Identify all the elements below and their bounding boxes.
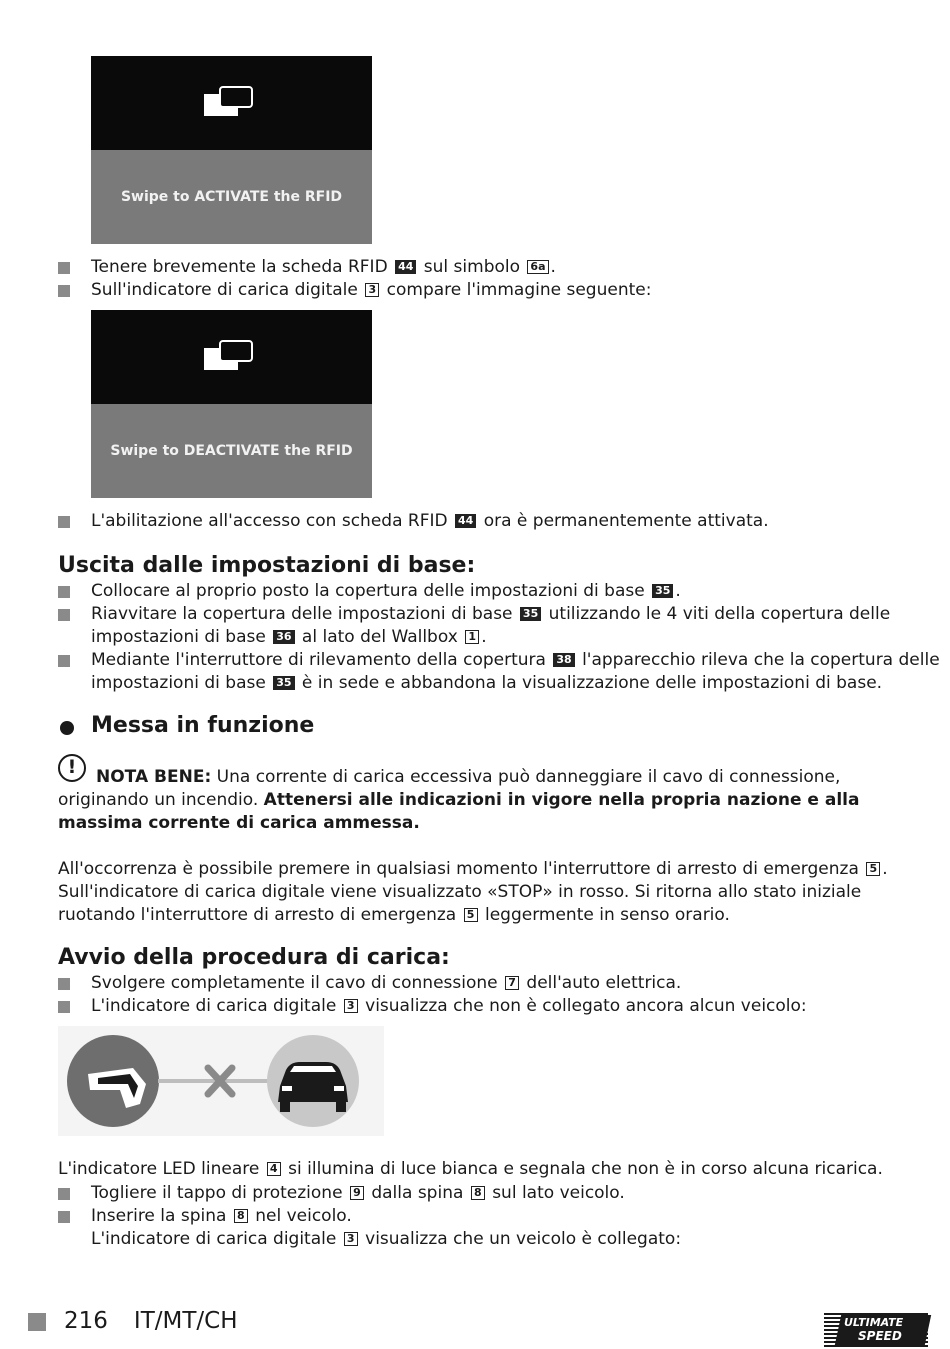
warning-text: NOTA BENE: Una corrente di carica eccessiva può danneggiare il cavo di connessione, xyxy=(96,767,841,787)
section-bullet-dot xyxy=(60,721,74,735)
list-item: L'abilitazione all'accesso con scheda RFID 44 ora è permanentemente attivata. xyxy=(91,511,769,531)
paragraph-line: ruotando l'interruttore di arresto di emergenza 5 leggermente in senso orario. xyxy=(58,905,730,925)
bullet-marker xyxy=(58,609,70,621)
bullet-marker xyxy=(58,516,70,528)
list-item-continuation: impostazioni di base 35 è in sede e abbandona la visualizzazione delle impostazioni di base. xyxy=(91,673,883,693)
paragraph-line: All'occorrenza è possibile premere in qualsiasi momento l'interruttore di arresto di emergenza 5 . xyxy=(58,859,888,879)
display-label: Swipe to DEACTIVATE the RFID xyxy=(91,404,372,498)
bullet-marker xyxy=(58,285,70,297)
display-image-deactivate xyxy=(91,310,372,498)
paragraph-line: Sull'indicatore di carica digitale viene visualizzato «STOP» in rosso. Si ritorna allo stato iniziale xyxy=(58,882,862,902)
warning-text: originando un incendio. Attenersi alle indicazioni in vigore nella propria nazione e alla xyxy=(58,790,860,810)
list-item: Riavvitare la copertura delle impostazioni di base 35 utilizzando le 4 viti della copertura delle xyxy=(91,604,891,624)
list-item-continuation: impostazioni di base 36 al lato del Wallbox 1 . xyxy=(91,627,487,647)
hand-icon xyxy=(219,340,253,362)
warning-icon: ! xyxy=(58,754,86,782)
bullet-marker xyxy=(58,978,70,990)
display-image-activate xyxy=(91,56,372,244)
list-item: Tenere brevemente la scheda RFID 44 sul simbolo 6a . xyxy=(91,257,556,277)
brand-logo: ULTIMATE SPEED xyxy=(824,1313,928,1347)
page-number: 216 IT/MT/CH xyxy=(64,1308,238,1334)
list-item: Svolgere completamente il cavo di connessione 7 dell'auto elettrica. xyxy=(91,973,682,993)
list-item: Inserire la spina 8 nel veicolo. xyxy=(91,1206,352,1226)
display-label: Swipe to ACTIVATE the RFID xyxy=(91,150,372,244)
warning-text: massima corrente di carica ammessa. xyxy=(58,813,420,833)
bullet-marker xyxy=(58,586,70,598)
bullet-marker xyxy=(58,1211,70,1223)
section-heading: Messa in funzione xyxy=(91,713,315,738)
no-vehicle-illustration xyxy=(58,1026,384,1136)
paragraph-line: L'indicatore LED lineare 4 si illumina di luce bianca e segnala che non è in corso alcuna ricarica. xyxy=(58,1159,883,1179)
list-item-continuation: L'indicatore di carica digitale 3 visualizza che un veicolo è collegato: xyxy=(91,1229,682,1249)
list-item: Collocare al proprio posto la copertura delle impostazioni di base 35 . xyxy=(91,581,681,601)
section-heading: Uscita dalle impostazioni di base: xyxy=(58,553,476,578)
list-item: L'indicatore di carica digitale 3 visualizza che non è collegato ancora alcun veicolo: xyxy=(91,996,807,1016)
bullet-marker xyxy=(58,262,70,274)
footer-marker xyxy=(28,1313,46,1331)
hand-icon xyxy=(219,86,253,108)
list-item: Togliere il tappo di protezione 9 dalla spina 8 sul lato veicolo. xyxy=(91,1183,625,1203)
section-heading: Avvio della procedura di carica: xyxy=(58,945,450,970)
bullet-marker xyxy=(58,1001,70,1013)
list-item: Mediante l'interruttore di rilevamento della copertura 38 l'apparecchio rileva che la copertura delle xyxy=(91,650,940,670)
list-item: Sull'indicatore di carica digitale 3 compare l'immagine seguente: xyxy=(91,280,652,300)
bullet-marker xyxy=(58,655,70,667)
bullet-marker xyxy=(58,1188,70,1200)
